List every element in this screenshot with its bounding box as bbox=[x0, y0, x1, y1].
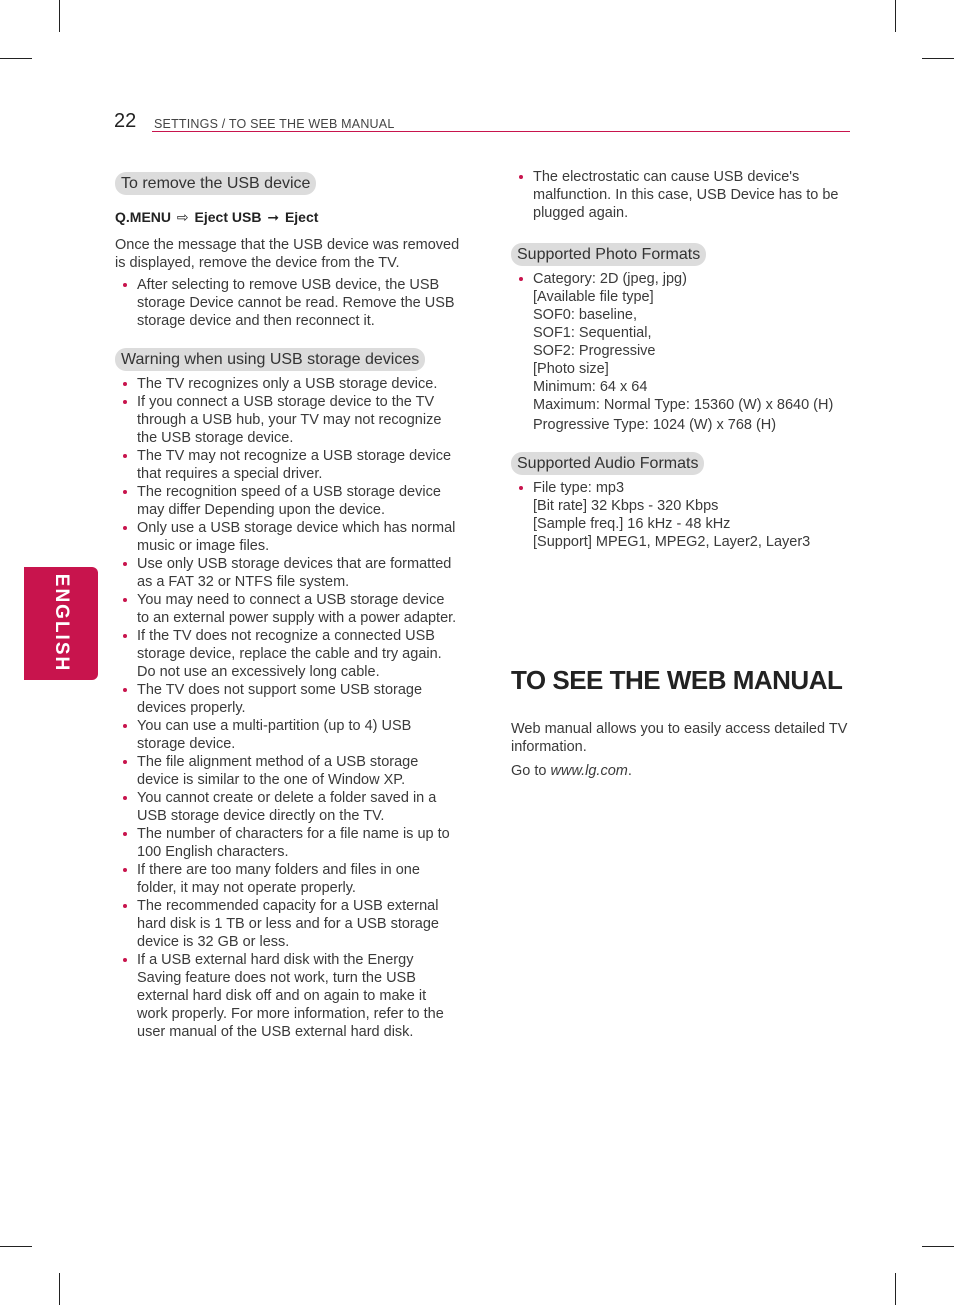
crop-mark bbox=[922, 1246, 954, 1247]
list-item: After selecting to remove USB device, the USB storage Device cannot be read. Remove the USB storage device and then reconnect it. bbox=[115, 276, 460, 330]
list-item: The recognition speed of a USB storage device may differ Depending upon the device. bbox=[115, 483, 460, 519]
list-item: You can use a multi-partition (up to 4) USB storage device. bbox=[115, 717, 460, 753]
section-path: SETTINGS / TO SEE THE WEB MANUAL bbox=[154, 117, 395, 131]
list-item: The TV does not support some USB storage devices properly. bbox=[115, 681, 460, 717]
list-item: Only use a USB storage device which has normal music or image files. bbox=[115, 519, 460, 555]
crop-mark bbox=[0, 1246, 32, 1247]
crop-mark bbox=[0, 58, 32, 59]
arrow-right-icon: ➞ bbox=[267, 209, 280, 225]
crop-mark bbox=[895, 1273, 896, 1305]
goto-prefix: Go to bbox=[511, 763, 551, 779]
list-item bbox=[511, 479, 851, 551]
web-manual-section bbox=[511, 665, 851, 780]
list-item: The file alignment method of a USB storage device is similar to the one of Window XP. bbox=[115, 753, 460, 789]
remove-usb-description: Once the message that the USB device was removed is displayed, remove the device from the TV. bbox=[115, 237, 460, 271]
remove-usb-list bbox=[115, 276, 460, 330]
photo-formats-section bbox=[511, 243, 851, 434]
warning-heading: Warning when using USB storage devices bbox=[115, 348, 425, 371]
web-manual-title: TO SEE THE WEB MANUAL bbox=[511, 665, 843, 695]
language-tab-label: ENGLISH bbox=[51, 573, 72, 673]
crop-mark bbox=[895, 0, 896, 32]
warning-section bbox=[115, 348, 460, 1041]
remove-usb-heading: To remove the USB device bbox=[115, 172, 316, 195]
list-item bbox=[511, 270, 851, 434]
audio-formats-section bbox=[511, 452, 851, 551]
web-manual-link[interactable]: www.lg.com bbox=[550, 763, 628, 779]
audio-formats-list bbox=[511, 479, 851, 551]
photo-formats-list bbox=[511, 270, 851, 434]
list-item: If you connect a USB storage device to the TV through a USB hub, your TV may not recognize the USB storage device. bbox=[115, 393, 460, 447]
photo-format-line: [Photo size] bbox=[533, 361, 609, 377]
photo-format-line: Minimum: 64 x 64 bbox=[533, 379, 648, 395]
language-tab bbox=[24, 567, 98, 680]
goto-suffix: . bbox=[627, 763, 632, 779]
right-column bbox=[511, 168, 851, 780]
remove-usb-section bbox=[115, 172, 460, 330]
photo-format-line: SOF1: Sequential, bbox=[533, 325, 652, 341]
warning-list-continued bbox=[511, 168, 851, 222]
menu-path-eject: Eject bbox=[284, 209, 319, 225]
list-item: Use only USB storage devices that are formatted as a FAT 32 or NTFS file system. bbox=[115, 555, 460, 591]
page-number: 22 bbox=[114, 110, 137, 132]
photo-format-line: SOF2: Progressive bbox=[533, 343, 656, 359]
crop-mark bbox=[59, 0, 60, 32]
audio-format-line: [Sample freq.] 16 kHz - 48 kHz bbox=[533, 516, 731, 532]
photo-format-line: Maximum: Normal Type: 15360 (W) x 8640 (H) bbox=[533, 397, 834, 413]
photo-formats-heading: Supported Photo Formats bbox=[511, 243, 706, 266]
list-item: The number of characters for a file name is up to 100 English characters. bbox=[115, 825, 460, 861]
photo-format-line: [Available file type] bbox=[533, 289, 654, 305]
web-manual-description: Web manual allows you to easily access detailed TV information. bbox=[511, 721, 848, 755]
crop-mark bbox=[922, 58, 954, 59]
list-item: You may need to connect a USB storage device to an external power supply with a power adapter. bbox=[115, 591, 460, 627]
photo-format-line: Category: 2D (jpeg, jpg) bbox=[533, 271, 687, 287]
list-item: The recommended capacity for a USB external hard disk is 1 TB or less and for a USB storage device is 32 GB or less. bbox=[115, 897, 460, 951]
crop-mark bbox=[59, 1273, 60, 1305]
audio-formats-heading: Supported Audio Formats bbox=[511, 452, 704, 475]
arrow-right-icon: ⇨ bbox=[176, 209, 189, 225]
list-item: The TV recognizes only a USB storage device. bbox=[115, 375, 460, 393]
menu-path-eject-usb: Eject USB bbox=[194, 209, 262, 225]
menu-path bbox=[115, 208, 460, 226]
photo-format-line: Progressive Type: 1024 (W) x 768 (H) bbox=[533, 417, 777, 433]
list-item: You cannot create or delete a folder saved in a USB storage device directly on the TV. bbox=[115, 789, 460, 825]
page-header bbox=[114, 110, 850, 134]
list-item: If there are too many folders and files in one folder, it may not operate properly. bbox=[115, 861, 460, 897]
left-column bbox=[115, 172, 460, 1041]
menu-path-qmenu: Q.MENU bbox=[115, 209, 171, 225]
warning-list bbox=[115, 375, 460, 1041]
list-item: The TV may not recognize a USB storage device that requires a special driver. bbox=[115, 447, 460, 483]
list-item: If a USB external hard disk with the Energy Saving feature does not work, turn the USB external hard disk off and on again to make it work properly. For more information, refer to the user manual of the USB external hard disk. bbox=[115, 951, 460, 1041]
list-item: If the TV does not recognize a connected USB storage device, replace the cable and try again. Do not use an excessively long cable. bbox=[115, 627, 460, 681]
audio-format-line: [Bit rate] 32 Kbps - 320 Kbps bbox=[533, 498, 719, 514]
photo-format-line: SOF0: baseline, bbox=[533, 307, 637, 323]
audio-format-line: [Support] MPEG1, MPEG2, Layer2, Layer3 bbox=[533, 534, 811, 550]
web-manual-goto bbox=[511, 762, 851, 780]
header-rule bbox=[152, 131, 850, 132]
list-item: The electrostatic can cause USB device's malfunction. In this case, USB Device has to be plugged again. bbox=[511, 168, 851, 222]
audio-format-line: File type: mp3 bbox=[533, 480, 625, 496]
